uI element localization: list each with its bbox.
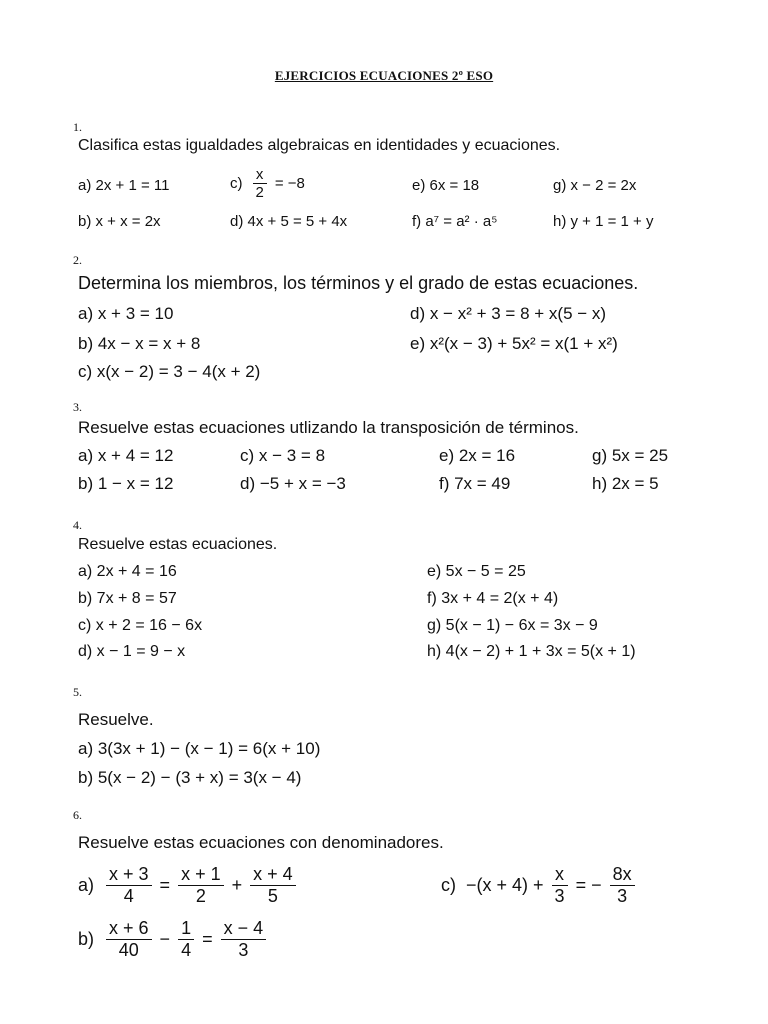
ex6-a-f3-denominator: 5 bbox=[267, 885, 278, 906]
ex1-item-g: g) x − 2 = 2x bbox=[553, 177, 637, 194]
ex3-item-f: f) 7x = 49 bbox=[439, 474, 511, 493]
ex6-a-plus: + bbox=[231, 874, 243, 895]
ex6-c-prefix: −(x + 4) + bbox=[466, 874, 544, 895]
exercise-6-number: 6. bbox=[73, 808, 82, 822]
exercise-5-instruction: Resuelve. bbox=[78, 710, 154, 729]
ex6-a-f3-numerator: x + 4 bbox=[250, 864, 296, 886]
ex4-item-d: d) x − 1 = 9 − x bbox=[78, 643, 186, 660]
page-title: EJERCICIOS ECUACIONES 2º ESO bbox=[274, 68, 494, 83]
ex6-item-a bbox=[78, 864, 298, 906]
ex6-b-f1-numerator: x + 6 bbox=[106, 918, 152, 940]
ex2-item-e: e) x²(x − 3) + 5x² = x(1 + x²) bbox=[410, 334, 618, 353]
ex1-item-a: a) 2x + 1 = 11 bbox=[78, 177, 170, 194]
ex6-c-f1-denominator: 3 bbox=[554, 885, 565, 906]
ex1-c-fraction bbox=[253, 166, 267, 202]
ex3-item-c: c) x − 3 = 8 bbox=[240, 446, 326, 465]
ex6-a-fraction-2 bbox=[178, 864, 224, 906]
exercise-6-instruction: Resuelve estas ecuaciones con denominadores. bbox=[78, 833, 444, 852]
ex2-item-b: b) 4x − x = x + 8 bbox=[78, 334, 201, 353]
exercise-1-instruction: Clasifica estas igualdades algebraicas en identidades y ecuaciones. bbox=[78, 137, 561, 154]
ex6-b-fraction-3 bbox=[221, 918, 267, 960]
exercise-5-number: 5. bbox=[73, 685, 82, 699]
ex6-a-fraction-1 bbox=[106, 864, 152, 906]
ex6-item-b bbox=[78, 918, 268, 960]
ex6-c-label: c) bbox=[441, 874, 456, 895]
ex6-a-fraction-3 bbox=[250, 864, 296, 906]
ex1-item-f: f) a⁷ = a² · a⁵ bbox=[412, 213, 498, 230]
ex4-item-f: f) 3x + 4 = 2(x + 4) bbox=[427, 590, 559, 607]
ex2-item-a: a) x + 3 = 10 bbox=[78, 304, 174, 323]
ex6-b-fraction-1 bbox=[106, 918, 152, 960]
exercise-1-number: 1. bbox=[73, 120, 82, 134]
ex4-item-c: c) x + 2 = 16 − 6x bbox=[78, 617, 203, 634]
ex2-item-d: d) x − x² + 3 = 8 + x(5 − x) bbox=[410, 304, 607, 323]
ex5-item-b: b) 5(x − 2) − (3 + x) = 3(x − 4) bbox=[78, 768, 302, 787]
ex3-item-g: g) 5x = 25 bbox=[592, 446, 669, 465]
ex3-item-h: h) 2x = 5 bbox=[592, 474, 659, 493]
ex6-c-equals: = − bbox=[575, 874, 602, 895]
ex6-c-f1-numerator: x bbox=[552, 864, 568, 886]
exercise-2-instruction: Determina los miembros, los términos y el grado de estas ecuaciones. bbox=[78, 273, 639, 293]
ex6-a-f2-numerator: x + 1 bbox=[178, 864, 224, 886]
ex1-c-label: c) bbox=[230, 175, 243, 193]
ex6-c-fraction-1 bbox=[552, 864, 568, 906]
ex6-a-f1-numerator: x + 3 bbox=[106, 864, 152, 886]
ex4-item-a: a) 2x + 4 = 16 bbox=[78, 563, 177, 580]
ex6-b-minus: − bbox=[159, 928, 171, 949]
ex6-b-f1-denominator: 40 bbox=[118, 939, 139, 960]
ex1-item-e: e) 6x = 18 bbox=[412, 177, 480, 194]
ex3-item-d: d) −5 + x = −3 bbox=[240, 474, 346, 493]
ex3-item-b: b) 1 − x = 12 bbox=[78, 474, 174, 493]
ex1-c-numerator: x bbox=[253, 166, 267, 184]
ex4-item-h: h) 4(x − 2) + 1 + 3x = 5(x + 1) bbox=[427, 643, 636, 660]
exercise-4-number: 4. bbox=[73, 518, 82, 532]
exercise-2-number: 2. bbox=[73, 253, 82, 267]
ex1-item-b: b) x + x = 2x bbox=[78, 213, 161, 230]
ex3-item-a: a) x + 4 = 12 bbox=[78, 446, 174, 465]
ex5-item-a: a) 3(3x + 1) − (x − 1) = 6(x + 10) bbox=[78, 739, 321, 758]
ex1-c-denominator: 2 bbox=[255, 184, 264, 202]
ex1-item-d: d) 4x + 5 = 5 + 4x bbox=[230, 213, 348, 230]
ex4-item-e: e) 5x − 5 = 25 bbox=[427, 563, 526, 580]
ex6-c-f2-numerator: 8x bbox=[610, 864, 635, 886]
ex6-b-equals: = bbox=[202, 928, 213, 949]
ex6-b-f2-numerator: 1 bbox=[178, 918, 194, 940]
ex6-a-f2-denominator: 2 bbox=[195, 885, 206, 906]
ex4-item-b: b) 7x + 8 = 57 bbox=[78, 590, 177, 607]
ex6-c-f2-denominator: 3 bbox=[617, 885, 628, 906]
ex1-item-h: h) y + 1 = 1 + y bbox=[553, 213, 654, 230]
ex6-b-label: b) bbox=[78, 928, 95, 949]
ex6-b-f2-denominator: 4 bbox=[181, 939, 192, 960]
ex6-a-equals: = bbox=[159, 874, 171, 895]
ex6-b-fraction-2 bbox=[178, 918, 194, 960]
ex3-item-e: e) 2x = 16 bbox=[439, 446, 516, 465]
ex6-b-f3-numerator: x − 4 bbox=[221, 918, 267, 940]
exercise-3-instruction: Resuelve estas ecuaciones utlizando la transposición de términos. bbox=[78, 418, 579, 437]
ex6-b-f3-denominator: 3 bbox=[238, 939, 249, 960]
ex6-a-label: a) bbox=[78, 874, 95, 895]
exercise-3-number: 3. bbox=[73, 400, 82, 414]
exercise-4-instruction: Resuelve estas ecuaciones. bbox=[78, 536, 278, 553]
ex6-a-f1-denominator: 4 bbox=[123, 885, 134, 906]
ex4-item-g: g) 5(x − 1) − 6x = 3x − 9 bbox=[427, 617, 598, 634]
ex6-c-fraction-2 bbox=[610, 864, 635, 906]
ex1-item-c bbox=[230, 166, 305, 202]
ex1-c-rhs: = −8 bbox=[274, 175, 305, 193]
ex2-item-c: c) x(x − 2) = 3 − 4(x + 2) bbox=[78, 362, 261, 381]
ex6-item-c bbox=[441, 864, 637, 906]
